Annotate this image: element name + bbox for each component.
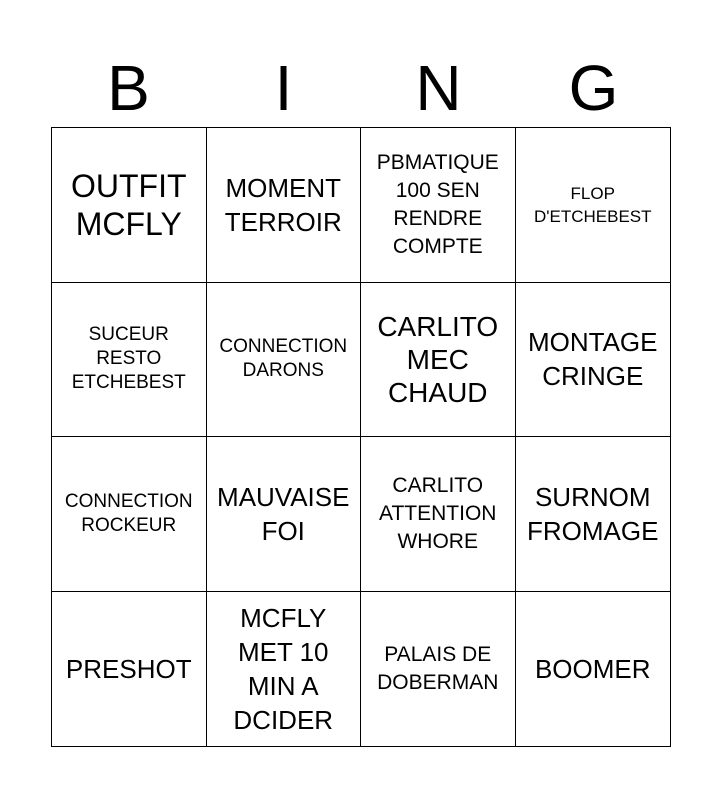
bingo-cell[interactable] [52, 128, 207, 283]
bingo-cell[interactable] [361, 283, 516, 438]
cell-text: PRESHOT [65, 653, 192, 684]
cell-text: MONTAGE CRINGE [527, 327, 658, 392]
bingo-header [51, 48, 671, 128]
cell-text: PBMATIQUE 100 SEN RENDRE COMPTE [376, 150, 499, 258]
header-letter-b: B [107, 52, 150, 124]
cell-text: SURNOM FROMAGE [527, 481, 659, 546]
cell-text: BOOMER [534, 653, 651, 684]
header-letter-g: G [568, 52, 619, 124]
header-letter-n: N [415, 52, 462, 124]
bingo-board [51, 127, 671, 747]
cell-text: CARLITO MEC CHAUD [377, 310, 499, 408]
cell-text: CARLITO ATTENTION WHORE [379, 473, 497, 553]
cell-text: MAUVAISE FOI [217, 481, 350, 546]
bingo-cell[interactable] [516, 592, 671, 747]
bingo-cell[interactable] [207, 437, 362, 592]
bingo-cell[interactable] [52, 437, 207, 592]
cell-text: PALAIS DE DOBERMAN [377, 642, 499, 694]
bingo-cell[interactable] [516, 437, 671, 592]
cell-text: MOMENT TERROIR [224, 172, 342, 237]
cell-text: CONNECTION ROCKEUR [64, 490, 193, 536]
cell-text: CONNECTION DARONS [219, 336, 348, 382]
cell-text: OUTFIT MCFLY [70, 167, 187, 242]
bingo-cell[interactable] [207, 128, 362, 283]
bingo-cell[interactable] [361, 437, 516, 592]
bingo-cell[interactable] [361, 128, 516, 283]
bingo-cell[interactable] [207, 592, 362, 747]
bingo-cell[interactable] [516, 283, 671, 438]
header-letter-i: I [274, 52, 293, 124]
bingo-cell[interactable] [207, 283, 362, 438]
bingo-cell[interactable] [361, 592, 516, 747]
cell-text: SUCEUR RESTO ETCHEBEST [71, 324, 186, 394]
bingo-cell[interactable] [52, 592, 207, 747]
bingo-cell[interactable] [516, 128, 671, 283]
cell-text: FLOP D'ETCHEBEST [533, 183, 652, 226]
bingo-cell[interactable] [52, 283, 207, 438]
cell-text: MCFLY MET 10 MIN A DCIDER [233, 602, 334, 735]
